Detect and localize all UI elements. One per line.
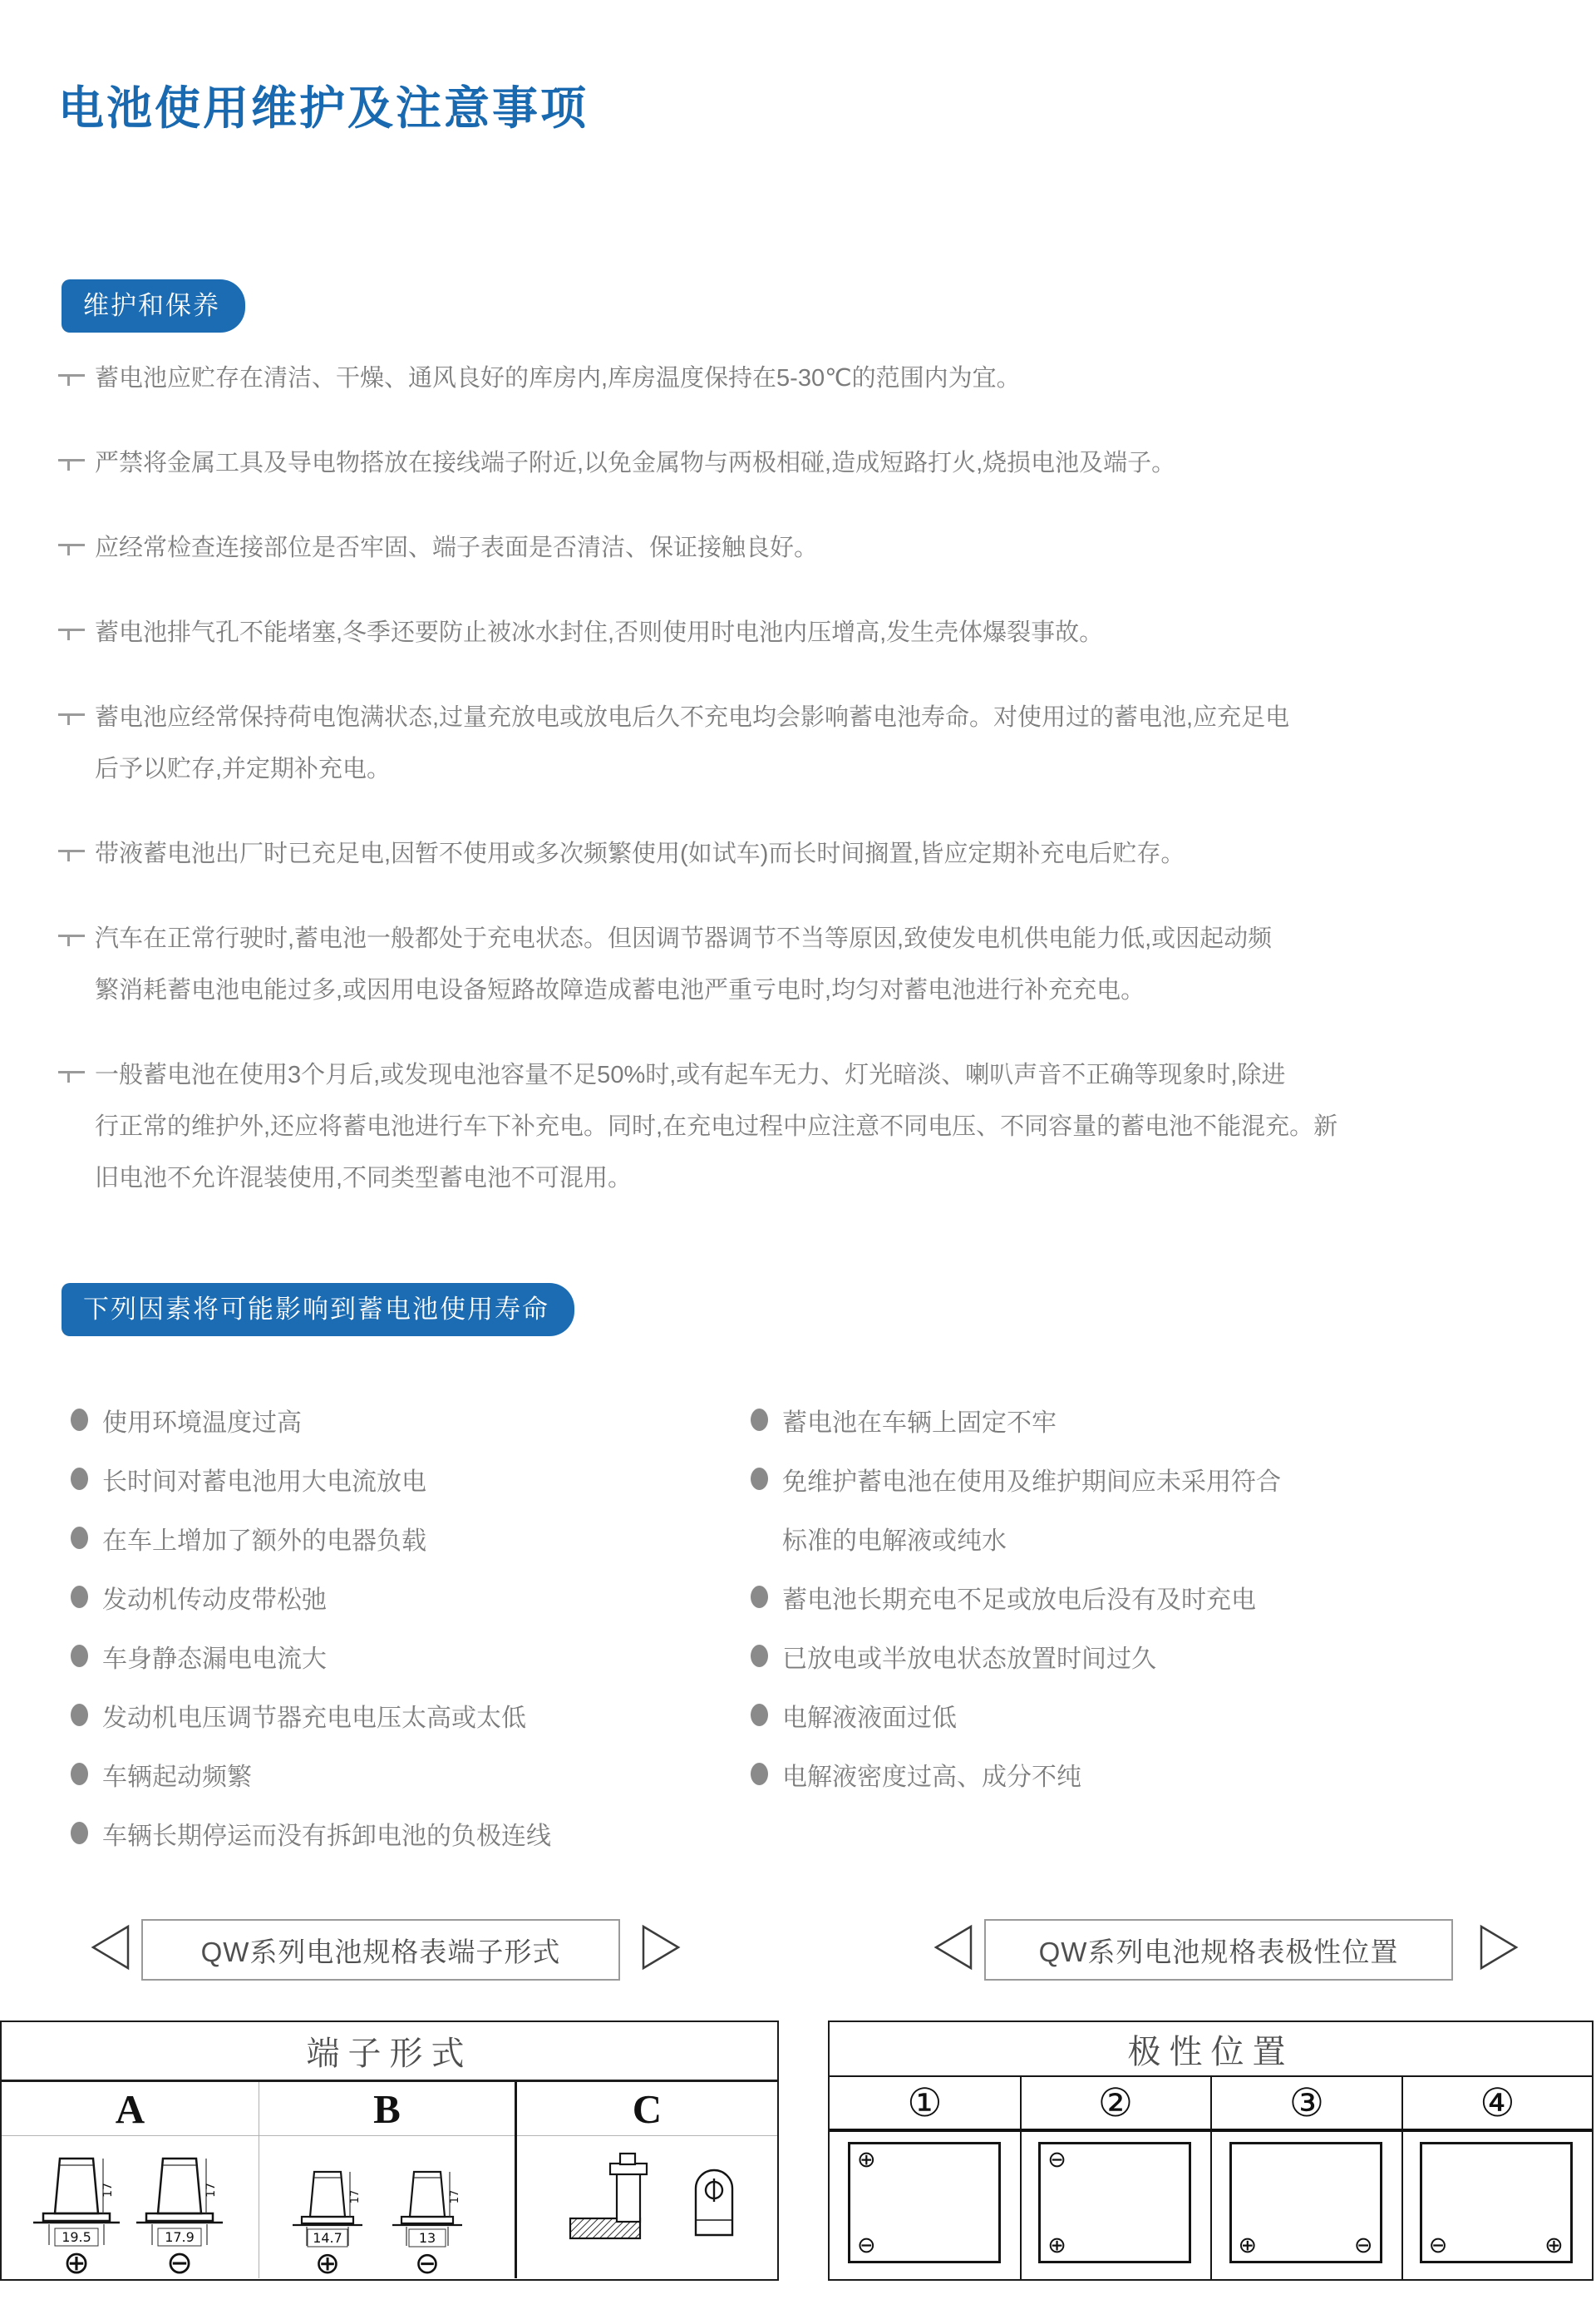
bullet-dot-icon [71, 1586, 88, 1608]
list-item [71, 1744, 551, 1803]
list-item [751, 1744, 1281, 1803]
polarity-cell-2 [1020, 2132, 1210, 2279]
factor-text: 车辆长期停运而没有拆卸电池的负极连线 [102, 1822, 551, 1850]
battery-outline [1420, 2142, 1573, 2263]
list-item [71, 1508, 551, 1567]
dash-marker-icon [58, 541, 85, 555]
negative-symbol: ⊖ [166, 2244, 193, 2278]
bullet-dot-icon [71, 1645, 88, 1667]
list-item-continuation [751, 1508, 1281, 1567]
list-item [71, 1626, 551, 1685]
positive-symbol: ⊕ [1238, 2233, 1258, 2258]
terminal-form-table [0, 2021, 779, 2281]
factors-badge: 下列因素将可能影响到蓄电池使用寿命 [62, 1283, 574, 1336]
table-title: 极性位置 [830, 2022, 1592, 2077]
maintenance-paragraph [58, 692, 1554, 795]
positive-symbol: ⊕ [63, 2244, 90, 2278]
factor-text: 车辆起动频繁 [102, 1763, 252, 1791]
positive-symbol: ⊕ [857, 2147, 876, 2173]
maintenance-paragraph [58, 607, 1554, 659]
bullet-dot-icon [751, 1468, 768, 1490]
maintenance-paragraph [58, 913, 1554, 1016]
factor-text: 电解液液面过低 [782, 1704, 957, 1732]
paragraph-text: 旧电池不允许混装使用,不同类型蓄电池不可混用。 [95, 1165, 633, 1192]
dim-label: 14.7 [313, 2230, 342, 2246]
dim-height-label: 17 [204, 2183, 218, 2198]
dim-height-label: 17 [349, 2189, 362, 2204]
bullet-dot-icon [751, 1704, 768, 1726]
nav-arrow-right-icon[interactable] [640, 1922, 683, 1972]
factor-text: 免维护蓄电池在使用及维护期间应未采用符合 [782, 1468, 1281, 1496]
maintenance-paragraph [58, 522, 1554, 574]
factor-text: 已放电或半放电状态放置时间过久 [782, 1645, 1156, 1673]
table-title: 端子形式 [2, 2022, 777, 2082]
factor-text: 使用环境温度过高 [102, 1409, 302, 1437]
polarity-cell-4 [1401, 2132, 1592, 2279]
factor-text: 蓄电池长期充电不足或放电后没有及时充电 [782, 1586, 1256, 1614]
battery-outline [1038, 2142, 1191, 2263]
bullet-dot-icon [751, 1409, 768, 1431]
list-item [71, 1803, 551, 1863]
negative-symbol: ⊖ [1353, 2233, 1373, 2258]
dash-marker-icon [58, 847, 85, 861]
list-item [71, 1449, 551, 1508]
paragraph-text: 应经常检查连接部位是否牢固、端子表面是否清洁、保证接触良好。 [95, 535, 819, 561]
nav-arrow-right-icon[interactable] [1478, 1922, 1521, 1972]
factors-left-column [71, 1390, 551, 1863]
terminal-c-drawing [519, 2135, 777, 2278]
column-header-a: A [115, 2085, 145, 2132]
dim-height-label: 17 [101, 2183, 115, 2198]
dash-marker-icon [58, 456, 85, 471]
positive-symbol: ⊕ [1047, 2233, 1066, 2258]
positive-symbol: ⊕ [1544, 2233, 1564, 2258]
paragraph-text: 带液蓄电池出厂时已充足电,因暂不使用或多次频繁使用(如试车)而长时间搁置,皆应定期补充电后贮存。 [95, 841, 1185, 867]
factor-text: 发动机电压调节器充电电压太高或太低 [102, 1704, 526, 1732]
column-header-b: B [373, 2085, 401, 2132]
list-item [71, 1685, 551, 1744]
bullet-dot-icon [751, 1763, 768, 1785]
maintenance-paragraph [58, 437, 1554, 489]
column-header-c: C [632, 2085, 663, 2132]
list-item [751, 1685, 1281, 1744]
list-item [751, 1626, 1281, 1685]
spec-header-terminal: QW系列电池规格表端子形式 [141, 1919, 620, 1981]
factor-text: 标准的电解液或纯水 [782, 1527, 1007, 1555]
maintenance-list [58, 353, 1554, 1237]
positive-symbol: ⊕ [314, 2247, 341, 2278]
spec-header-polarity: QW系列电池规格表极性位置 [984, 1919, 1453, 1981]
polarity-cell-1 [830, 2132, 1020, 2279]
paragraph-text: 严禁将金属工具及导电物搭放在接线端子附近,以免金属物与两极相碰,造成短路打火,烧损电池及端子。 [95, 450, 1176, 476]
page-title: 电池使用维护及注意事项 [58, 82, 589, 134]
column-header-3: ③ [1288, 2081, 1325, 2125]
paragraph-text: 蓄电池应贮存在清洁、干燥、通风良好的库房内,库房温度保持在5-30℃的范围内为宜。 [95, 365, 1021, 392]
paragraph-text: 繁消耗蓄电池电能过多,或因用电设备短路故障造成蓄电池严重亏电时,均匀对蓄电池进行补充充电。 [95, 977, 1145, 1004]
dash-marker-icon [58, 932, 85, 946]
maintenance-paragraph [58, 828, 1554, 880]
dash-marker-icon [58, 711, 85, 725]
dim-label: 17.9 [165, 2229, 195, 2245]
list-item [71, 1390, 551, 1449]
list-item [71, 1567, 551, 1626]
dash-marker-icon [58, 626, 85, 640]
nav-arrow-left-icon[interactable] [931, 1922, 974, 1972]
maintenance-paragraph [58, 353, 1554, 404]
battery-outline [1229, 2142, 1382, 2263]
factors-right-column [751, 1390, 1281, 1803]
dim-height-label: 17 [449, 2189, 461, 2204]
factor-text: 发动机传动皮带松弛 [102, 1586, 327, 1614]
maintenance-badge: 维护和保养 [62, 279, 245, 333]
dim-label: 19.5 [62, 2229, 91, 2245]
table-column-headers [2, 2082, 777, 2136]
maintenance-paragraph [58, 1049, 1554, 1204]
factor-text: 车身静态漏电电流大 [102, 1645, 327, 1673]
negative-symbol: ⊖ [857, 2233, 876, 2258]
paragraph-text: 后予以贮存,并定期补充电。 [95, 756, 392, 782]
polarity-cell-3 [1211, 2132, 1401, 2279]
paragraph-text: 一般蓄电池在使用3个月后,或发现电池容量不足50%时,或有起车无力、灯光暗淡、喇叭声音不正确等现象时,除进 [95, 1062, 1286, 1088]
factor-text: 电解液密度过高、成分不纯 [782, 1763, 1081, 1791]
column-header-1: ① [907, 2081, 943, 2125]
bullet-dot-icon [71, 1409, 88, 1431]
factor-text: 蓄电池在车辆上固定不牢 [782, 1409, 1057, 1437]
paragraph-text: 行正常的维护外,还应将蓄电池进行车下补充电。同时,在充电过程中应注意不同电压、不同容量的蓄电池不能混充。新 [95, 1113, 1338, 1140]
negative-symbol: ⊖ [1428, 2233, 1448, 2258]
negative-symbol: ⊖ [414, 2247, 441, 2278]
paragraph-text: 汽车在正常行驶时,蓄电池一般都处于充电状态。但因调节器调节不当等原因,致使发电机供电能力低,或因起动频 [95, 925, 1273, 952]
battery-outline [848, 2142, 1001, 2263]
factor-text: 长时间对蓄电池用大电流放电 [102, 1468, 426, 1496]
paragraph-text: 蓄电池应经常保持荷电饱满状态,过量充放电或放电后久不充电均会影响蓄电池寿命。对使用过的蓄电池,应充足电 [95, 704, 1290, 731]
dash-marker-icon [58, 372, 85, 386]
column-divider [515, 2082, 517, 2278]
bullet-dot-icon [71, 1763, 88, 1785]
list-item [751, 1567, 1281, 1626]
nav-arrow-left-icon[interactable] [88, 1922, 131, 1972]
bullet-dot-icon [751, 1586, 768, 1608]
paragraph-text: 蓄电池排气孔不能堵塞,冬季还要防止被冰水封住,否则使用时电池内压增高,发生壳体爆裂事故。 [95, 619, 1104, 646]
bullet-dot-icon [71, 1822, 88, 1844]
list-item [751, 1449, 1281, 1508]
terminal-b-drawing [261, 2135, 513, 2278]
terminal-a-drawing [3, 2135, 257, 2278]
column-header-2: ② [1097, 2081, 1134, 2125]
dash-marker-icon [58, 1068, 85, 1083]
bullet-dot-icon [71, 1704, 88, 1726]
polarity-diagrams [830, 2132, 1592, 2279]
factor-text: 在车上增加了额外的电器负载 [102, 1527, 426, 1555]
polarity-position-table [828, 2021, 1594, 2281]
bullet-dot-icon [71, 1468, 88, 1490]
bullet-dot-icon [71, 1527, 88, 1549]
bullet-dot-icon [751, 1645, 768, 1667]
column-header-4: ④ [1480, 2081, 1515, 2125]
dim-label: 13 [418, 2230, 436, 2246]
negative-symbol: ⊖ [1047, 2147, 1066, 2173]
list-item [751, 1390, 1281, 1449]
